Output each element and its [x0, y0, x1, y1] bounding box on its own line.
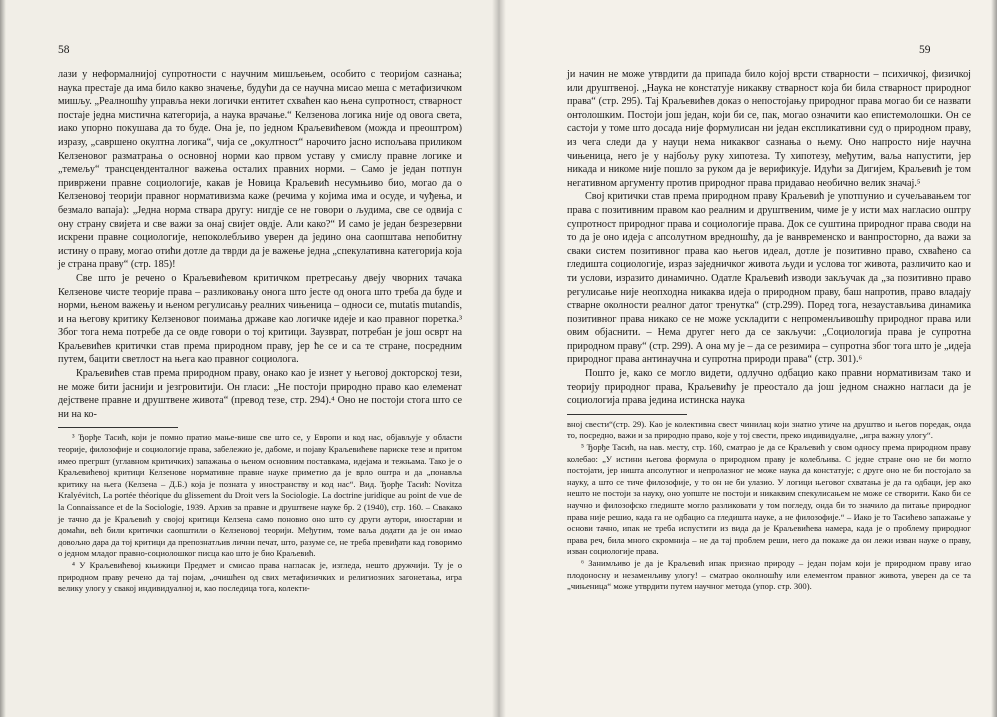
page-number-right: 59 [919, 44, 931, 56]
footnote-rule [567, 414, 687, 415]
footnote: ⁵ Ђорђе Тасић, на нав. месту, стр. 160, сматрао је да се Краљевић у свом односу према природном праву колебао: „У истини његова формула о природном праву је колебљива. С једне стране оно не би могло постојати, јер ништа апсолутног и непролазног не може наука да констатује; с друге оно не би постојало за науку, а што се тиче филозофије, у то он не би улазио. У логици његовог схватања је да га одбаци, јер ако нешто не постоји за науку, оно уопште не постоји и никаквим спекулисањем не може се створити. Како би се научно и филозофско гледиште могло разликовати у том погледу, онда би то значило да питање природног права није решио, када га не одбацио са гледишта науке, а не филозофије.“ – Иако је то Тасићево запажање у основи тачно, ипак не треба испустити из вида да је Краљевићева намера, када је о проблему природног права реч, била много скромнија – не да тај проблем реши, него да покаже да он лежи изван науке о праву, изван социологије права. [567, 442, 971, 557]
left-page [0, 0, 498, 717]
right-page [499, 0, 997, 717]
book-gutter [492, 0, 506, 717]
paragraph: Све што је речено о Краљевићевом критичком претресању двеју чворних тачака Келзенове чисте теорије права – разликовању онога што јесте од онога што треба да буде и норми, њеном важењу и њеном регулисању реалних чињеница – односи се, mutatis mutandis, и на његову критику Келзеновог поимања државе као логичке идеје и као правног поретка.³ Због тога нема потребе да се овде говори о тој критици. Заузврат, потребан је још осврт на Краљевићев критички став према природном праву, јер ће се и са те стране, посредним путем, бацити светлост на њега као правног социолога. [58, 272, 462, 366]
paragraph: ји начин не може утврдити да припада било којој врсти стварности – психичкој, физичкој или друштвеној. „Наука не констатује никакву стварност која би била стварност природног права“ (стр. 295). Тај Краљевићев доказ о непостојању природног права могао би се назвати онтолошким. Постоји још један, који би се, пак, могао означити као епистемолошки. Он се састоји у томе што досада није формулисан ни један експликативни суд о природном праву, из чега следи да у науци нема никаквог сазнања о њему. Оно напросто није научна чињеница, него је у најбољу руку хипотеза. Ту хипотезу, међутим, ваља напустити, јер никада и никоме није пошло за руком да је верификује. Идући за Дигијем, Краљевић је том негативном аргументу против природног права придавао необично велик значај.⁵ [567, 69, 971, 189]
footnotes-right [567, 419, 971, 593]
page-number-left: 58 [58, 44, 70, 56]
footnote: ⁴ У Краљевићевој књижици Предмет и смисао права нагласак је, изгледа, нешто дружчији. Ту је о природном праву речено да тај појам, „очишћен од свих метафизичких и религиозних загонетања, игра велику улогу у свакој индивидуалној и, као последица тога, колекти- [58, 559, 462, 594]
right-page-edge [991, 0, 997, 717]
paragraph: лази у неформалнијој супротности с научним мишљењем, особито с теоријом сазнања; наука престаје да има било какво значење, будући да се научна мисао меша с метафизичком мишљу. „Реалношћу управља неки логички ентитет схваћен као њена супротност, стварност постаје једна мистична категорија, а наука врачање.“ Келзенова логика није од овога света, иако упорно покушава да то буде. Она је, по једном Краљевићевом (можда и преоштром) изразу, „савршено окултна логика“, чија се „окултност“ нарочито јасно испољава приликом Келзеновог разматрања о основној норми као првом уставу у смислу правне логике и „темељу“ трансценденталног важења осталих правних норми. – Само је један потпун привржени правне социологије, какав је Новица Краљевић несумњиво био, могао да о Келзеновој теорији правног нормативизма каже (речима у којима има и осуде, и чуђења, и безмало вапаја): „Једна норма ствара другу: нигдје се не говори о људима, све се одвија с ону страну свијета и све важи за онај свијет овдје. Али како?“ И само је један безрезервни искрени правне социологије, непоколебљиво уверен да једино она саопштава непобитну истину о праву, могао отићи дотле да тврди да је важење једна „спекулативна категорија која је страна праву“ (стр. 185)! [58, 69, 462, 271]
footnote: вној свести“(стр. 29). Као је колективна свест чинилац који знатно утиче на друштво и његов поредак, онда то, посредно, важи и за природно право, које у тој свести, преко индивидуалне, „игра важну улогу“. [567, 418, 971, 441]
footnotes-left [58, 432, 462, 594]
paragraph: Пошто је, како се могло видети, одлучно одбацио како правни нормативизам тако и теорију природног права, Краљевићу је преостало да још једном снажно нагласи да је социологија права једина истинска наука [567, 368, 971, 407]
footnote: ⁶ Занимљиво је да је Краљевић ипак признао природу – један појам који је природном праву игао плодоносну и незаменљиву улогу! – сматрао околношћу или елементом правног живота, уверен да се та „чињеница“ може утврдити путем научног метода (упор. стр. 300). [567, 557, 971, 592]
paragraph: Свој критички став према природном праву Краљевић је употпунио и сучељавањем тог права с позитивним правом као реалним и друштвеним, чиме је у исти мах нагласио оштру супротност природног права и социологије права. Док се суштина природног права своди на то да је оно идеја с апсолутном вредношћу, да је ванвременско и ванпросторно, да важи за сваки систем позитивног права као његов идеал, дотле је позитивно право, схваћено са гледишта социологије, израз заједничког живота људи и услова тог живота, различито као и ти услови, изразито динамично. Одатле Краљевић изводи закључак да „за позитивно право регулисање није неопходна никаква идеја о природном праву, баш напротив, право владају стварне околности реалног датог тренутка“ (стр.299). Поред тога, незаустављива динамика позитивног права никако се не може ускладити с непроменљивошћу природног права или овим објаснити. – Нема другег него да се закључи: „Социологија права је супротна природном праву“ (стр. 299). А она му је – да се резимира – супротна због тога што је „идеја природног права антинаучна и супротна природи права“ (стр. 301).⁶ [567, 191, 971, 366]
paragraph: Краљевићев став према природном праву, онако као је изнет у његовој докторској тези, не може бити јаснији и језгровитији. Он гласи: „Не постоји природно право као елеменат дејствене правне и друштвене живота“ (превод тезе, стр. 294).⁴ Оно не постоји стога што се ни на ко- [58, 368, 462, 420]
footnote: ³ Ђорђе Тасић, који је помно пратио мање-више све што се, у Европи и код нас, објављује у области теорије, филозофије и социологије права, забележио је, дабоме, и појаву Краљевићеве париске тезе и притом имео прегршт (углавном критичких) запажања о њеном основним поставкама, идејама и тежњама. Тако је о Краљевићевој критици Келзенове нормативне правне науке приметио да је врло оштра и да „понавља критику на њега (Келзена – Д.Б.) која је позната у иностранству и код нас“. Вид. Ђорђе Тасић: Novitza Kralyévitch, La portée théorique du glissement du Droit vers la Sociologie. La doctrine juridique au point de vue de la Connaissance et de la Sociologie, 1939. Архив за правне и друштвене науке бр. 2 (1940), стр. 160. – Свакако је тачно да је Краљевић у својој критици Келзена само поновио оно што су други аутори, иностарни и домаћи, већ били критички саопштили о Келзеновој теорији. Међутим, томе ваља додати да је он имао довољно дара да тој критици да препознатљив лични печат, што, разуме се, не треба превиђати кад говоримо о једном младог правно-социолошког писца као што је био Краљевић. [58, 432, 462, 559]
left-page-edge [0, 0, 6, 717]
right-page-body [567, 68, 971, 593]
left-page-body [58, 68, 462, 595]
footnote-rule [58, 427, 178, 428]
